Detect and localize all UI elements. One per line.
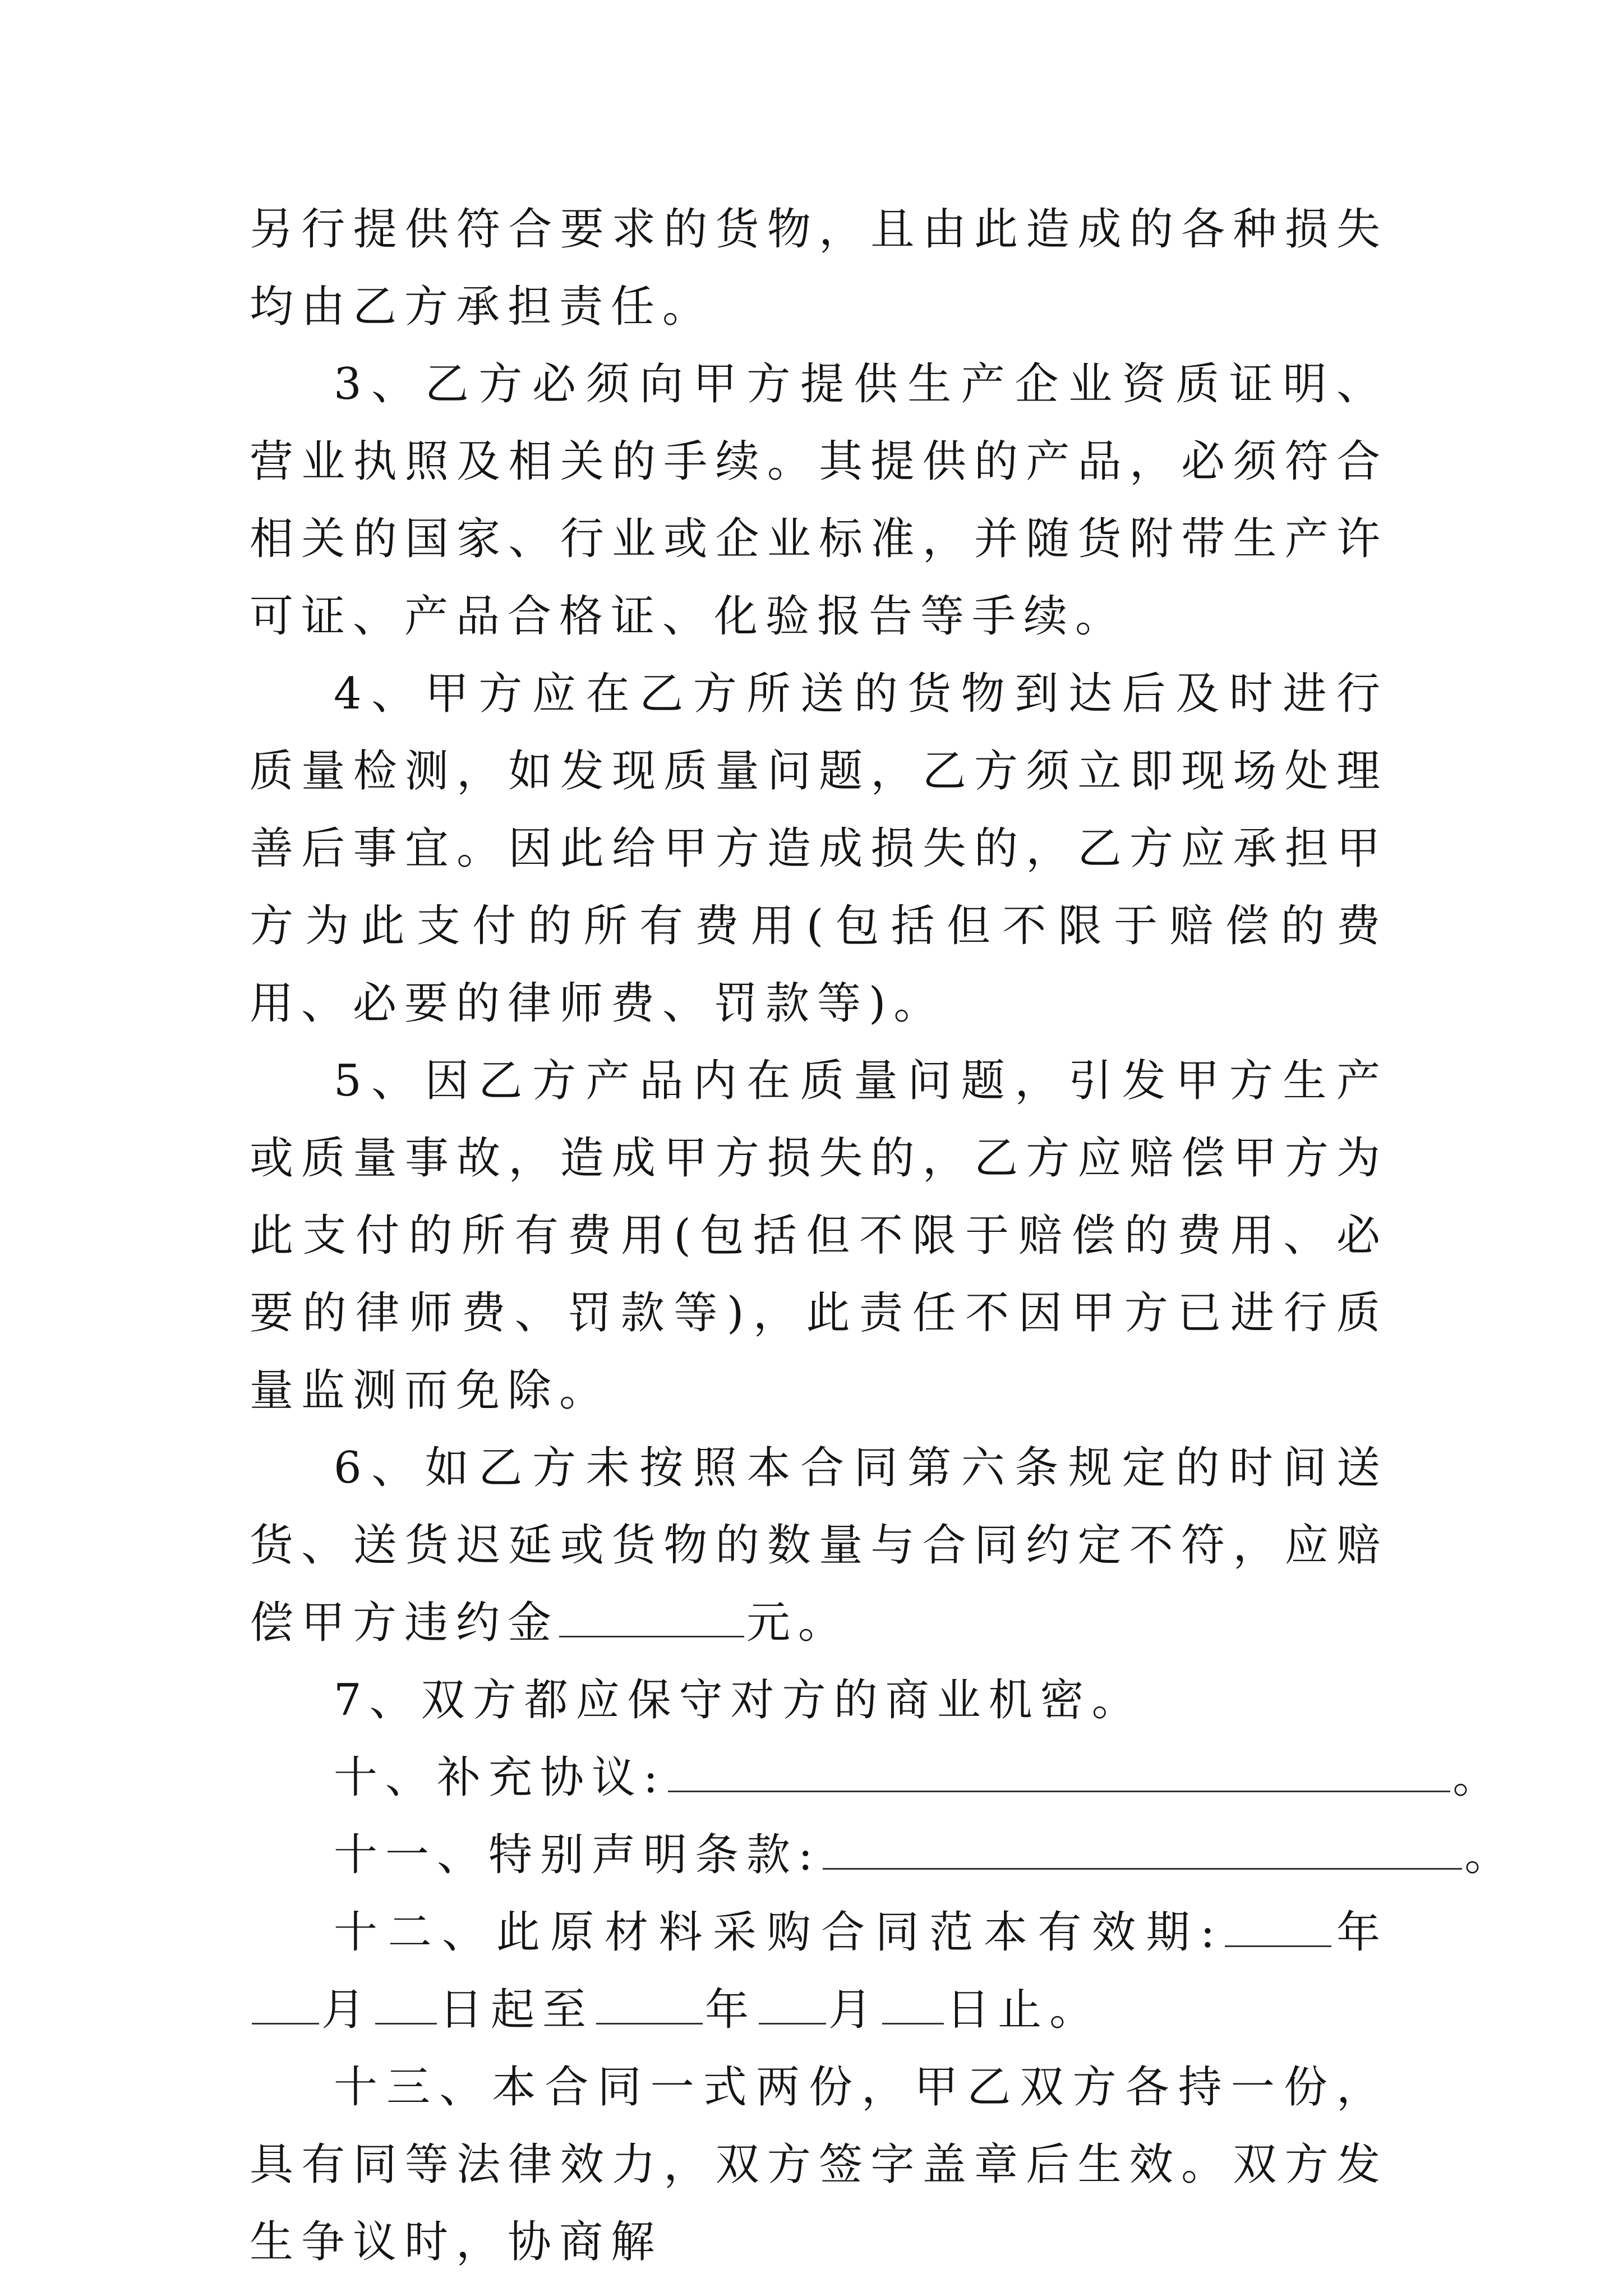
paragraph-section-13: 十三、本合同一式两份，甲乙双方各持一份，具有同等法律效力，双方签字盖章后生效。双方发生争议时，协商解 xyxy=(250,2062,1388,2267)
end-month-blank[interactable] xyxy=(759,1977,826,2024)
clause-6-unit: 元。 xyxy=(746,1598,850,1648)
section-11-label: 十一、特别声明条款: xyxy=(334,1830,821,1880)
section-11-end: 。 xyxy=(1464,1830,1516,1880)
paragraph-clause-5: 5、因乙方产品内在质量问题，引发甲方生产或质量事故，造成甲方损失的，乙方应赔偿甲方为此支付的所有费用(包括但不限于赔偿的费用、必要的律师费、罚款等)，此责任不因甲方已进行质量监测而免除。 xyxy=(250,1056,1388,1416)
section-12-label: 十二、此原材料采购合同范本有效期: xyxy=(334,1907,1223,1958)
paragraph-intro: 另行提供符合要求的货物，且由此造成的各种损失均由乙方承担责任。 xyxy=(250,204,1388,332)
penalty-amount-blank[interactable] xyxy=(559,1590,744,1637)
end-day-blank[interactable] xyxy=(882,1977,944,2024)
end-year-blank[interactable] xyxy=(596,1977,703,2024)
end-month-label: 月 xyxy=(828,1985,880,2035)
paragraph-clause-7: 7、双方都应保守对方的商业机密。 xyxy=(334,1675,1144,1726)
start-month-label: 月 xyxy=(321,1985,374,2035)
start-month-blank[interactable] xyxy=(252,1977,319,2024)
start-day-blank[interactable] xyxy=(375,1977,437,2024)
section-10-label: 十、补充协议: xyxy=(334,1752,666,1803)
end-year-label: 年 xyxy=(705,1985,757,2035)
special-statement-blank[interactable] xyxy=(823,1822,1462,1870)
document-page xyxy=(250,191,1516,2281)
clause-6-text: 6、如乙方未按照本合同第六条规定的时间送货、送货迟延或货物的数量与合同约定不符，应赔偿甲方违约金 xyxy=(250,1443,1388,1648)
paragraph-section-10 xyxy=(250,1739,1505,1816)
start-day-label: 日起至 xyxy=(439,1985,594,2035)
supplementary-agreement-blank[interactable] xyxy=(668,1745,1450,1792)
paragraph-clause-4: 4、甲方应在乙方所送的货物到达后及时进行质量检测，如发现质量问题，乙方须立即现场处理善后事宜。因此给甲方造成损失的，乙方应承担甲方为此支付的所有费用(包括但不限于赔偿的费用、必要的律师费、罚款等)。 xyxy=(250,669,1388,1029)
end-day-label: 日止。 xyxy=(946,1985,1101,2035)
paragraph-section-12 xyxy=(250,1894,1388,2049)
paragraph-clause-3: 3、乙方必须向甲方提供生产企业资质证明、营业执照及相关的手续。其提供的产品，必须符合相关的国家、行业或企业标准，并随货附带生产许可证、产品合格证、化验报告等手续。 xyxy=(250,359,1388,642)
paragraph-section-11 xyxy=(250,1816,1516,1894)
section-10-end: 。 xyxy=(1453,1752,1505,1803)
start-year-blank[interactable] xyxy=(1225,1899,1331,1947)
paragraph-clause-6 xyxy=(250,1429,1388,1662)
start-year-label: 年 xyxy=(1334,1907,1388,1958)
